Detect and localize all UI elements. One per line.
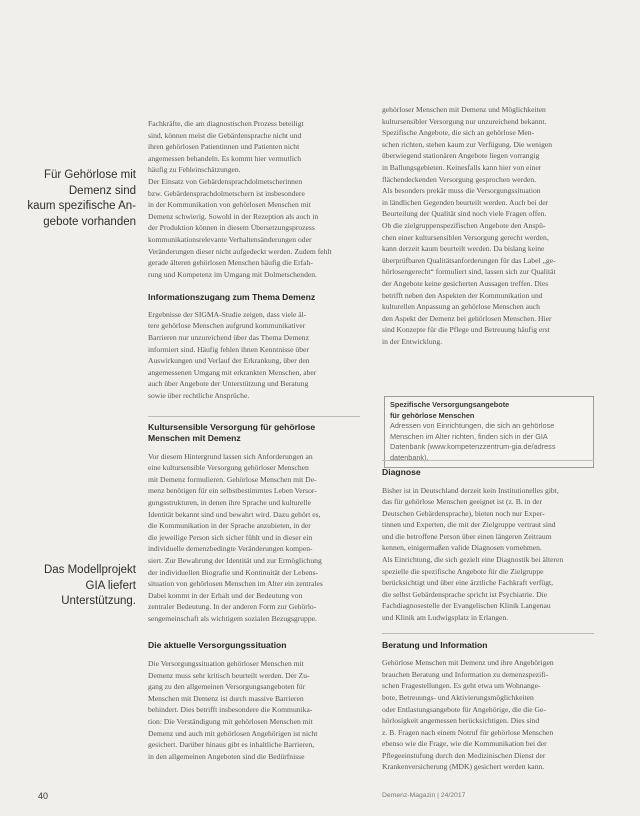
- text-line: situation von gehörlosen Menschen im Alter ein zentrales: [148, 579, 323, 589]
- text-line: Fachdiagnosestelle der Evangelischen Klinik Langenau: [382, 601, 551, 611]
- text-line: in ländlichen Gegenden beurteilt werden. Auch bei der: [382, 197, 549, 207]
- text-line: tinnen und Experten, die mit der Zielgruppe vertraut sind: [382, 520, 556, 530]
- heading-kultursensible-versorgung-line2: Menschen mit Demenz: [148, 433, 241, 444]
- text-line: kaum spezifische An-: [27, 200, 136, 212]
- section-kultursensible-text: [148, 451, 360, 625]
- text-line: GIA liefert: [85, 579, 136, 592]
- text-line: bzw. Gebärdensprachdolmetschern ist insbesondere: [148, 188, 305, 198]
- text-line: Demenz schwierig. Sowohl in der Rezeption als auch in: [148, 211, 319, 221]
- text-line: den Aspekt der Demenz bei gehörlosen Menschen. Hier: [382, 313, 552, 323]
- right-top-paragraph: [382, 104, 594, 347]
- info-box-title: [390, 400, 588, 421]
- text-line: rung und Kompetenz im Umgang mit Dolmetschenden.: [148, 269, 317, 279]
- text-line: Pflegeeinstufung durch den Medizinischen Dienst der: [382, 750, 546, 760]
- text-line: kommunikationsrelevante Verhaltensänderungen oder: [148, 234, 312, 244]
- text-line: in der Entwicklung.: [382, 336, 443, 346]
- text-line: Auswirkungen und Verlauf der Erkrankung, über den: [148, 356, 310, 366]
- text-line: brauchen Beratung und Information zu demenzspezifi-: [382, 669, 549, 679]
- text-line: mit Demenz formulieren. Gehörlose Menschen mit De-: [148, 474, 317, 484]
- text-line: tion: Die Verständigung mit gehörlosen Menschen mit: [148, 716, 313, 726]
- text-line: sowie über rechtliche Ansprüche.: [148, 390, 250, 400]
- page-footer: [0, 790, 640, 804]
- text-line: und die betroffene Person über einen längeren Zeitraum: [382, 531, 552, 541]
- text-line: Barrieren nur unzureichend über das Thema Demenz: [148, 333, 309, 342]
- text-line: menz benötigen für ein selbstbestimmtes Leben Versor-: [148, 486, 317, 496]
- text-line: Unterstützung.: [61, 595, 136, 607]
- text-line: die Kommunikation in der Sprache anzubieten, in der: [148, 521, 311, 531]
- info-box-text: [390, 421, 588, 463]
- text-line: Ob die zielgruppenspezifischen Angebote den Anspü-: [382, 220, 546, 230]
- text-line: Beurteilung der Qualität sind noch viele Fragen offen.: [382, 209, 547, 219]
- text-line: chen einer kultursensiblen Versorgung gerecht werden,: [382, 232, 549, 242]
- text-line: überprüfbaren Qualitätsanforderungen für das Label „ge-: [382, 255, 556, 265]
- info-box-versorgungsangebote: [384, 396, 594, 468]
- text-line: Demenz sind: [68, 184, 136, 197]
- text-line: Krankenversicherung (MDK) gesichert werden kann.: [382, 762, 545, 772]
- text-line: Als Einrichtung, die sich gezielt eine Diagnostik bei älteren: [382, 555, 564, 565]
- text-line: betrifft neben den Aspekten der Kommunikation und: [382, 290, 543, 300]
- text-line: Adressen von Einrichtungen, die sich an gehörlose: [390, 421, 555, 431]
- text-line: Das Modellprojekt: [43, 564, 136, 576]
- text-line: Menschen mit Demenz ist durch massive Barrieren: [148, 693, 304, 703]
- text-line: siert. Zur Bewahrung der Identität und zur Ermöglichung: [148, 555, 322, 565]
- text-line: der Produktion können in diesem Übersetzungsprozess: [148, 223, 315, 233]
- text-line: auch über Angebote der Unterstützung und Beratung: [148, 379, 309, 389]
- text-line: sind, können meist die Gebärdensprache nicht und: [148, 130, 302, 140]
- text-line: spezielle die spezifische Angebote für die Zielgruppe: [382, 566, 544, 576]
- text-line: Für Gehörlose mit: [43, 169, 136, 181]
- text-line: hörlosengerecht“ formuliert sind, lassen sich zur Qualität: [382, 267, 556, 277]
- text-line: behindert. Dies betrifft insbesondere die Kommunika-: [148, 705, 313, 715]
- section-informationszugang-text: [148, 309, 360, 402]
- pull-quote-demenz: [10, 168, 136, 230]
- text-line: Veränderungen dieser nicht aufgedeckt werden. Zudem fehlt: [148, 246, 332, 256]
- heading-versorgungssituation: Die aktuelle Versorgungssituation: [148, 640, 287, 651]
- text-line: Deutschen Gebärdensprache), bieten noch nur Exper-: [382, 508, 545, 518]
- text-line: berücksichtigt und über eine ärztliche Fachkraft verfügt,: [382, 578, 554, 588]
- text-line: informiert sind. Häufig fehlen ihnen Kenntnisse über: [148, 344, 309, 354]
- text-line: in Ballungsgebieten. Keinesfalls kann hier von einer: [382, 162, 542, 172]
- intro-paragraph: [148, 118, 360, 280]
- heading-informationszugang: Informationszugang zum Thema Demenz: [148, 292, 316, 303]
- text-line: Der Einsatz von Gebärdensprachdolmetscherinnen: [148, 176, 303, 186]
- text-line: angemessen behandeln. Es kommt hier vermutlich: [148, 153, 302, 163]
- section-diagnose-text: [382, 485, 594, 624]
- text-line: sind Konzepte für die Pflege und Betreuung häufig erst: [382, 325, 550, 335]
- text-line: Spezifische Angebote, die sich an gehörlose Men-: [382, 128, 535, 138]
- heading-kultursensible-versorgung: Kultursensible Versorgung für gehörlose: [148, 421, 316, 432]
- text-line: schen Fragestellungen. Es geht etwa um Wohnange-: [382, 681, 541, 691]
- text-line: ihren gehörlosen Patientinnen und Patienten nicht: [148, 142, 300, 152]
- text-line: der Angebote keine gesicherten Aussagen treffen. Dies: [382, 278, 549, 288]
- text-line: tere gehörlose Menschen aufgrund kommunikativer: [148, 321, 306, 331]
- text-line: schen richten, stehen kaum zur Verfügung. Die wenigen: [382, 139, 553, 149]
- text-line: für gehörlose Menschen: [390, 410, 475, 420]
- text-line: kennen, einigermaßen valide Diagnosen vornehmen.: [382, 543, 542, 553]
- text-line: hörlosigkeit angemessen berücksichtigen. Dies sind: [382, 716, 540, 726]
- text-line: das für gehörlose Menschen geeignet ist (z. B. in der: [382, 497, 543, 507]
- text-line: Fachkräfte, die am diagnostischen Prozess beteiligt: [148, 119, 304, 128]
- text-line: und Klinik am Ludwigsplatz in Erlangen.: [382, 613, 509, 623]
- text-line: Bisher ist in Deutschland derzeit kein Institutionelles gibt,: [382, 485, 559, 495]
- text-line: kultursensibler Versorgung nur unzureichend bekannt.: [382, 116, 547, 126]
- text-line: gehörloser Menschen mit Demenz und Möglichkeiten: [382, 105, 546, 114]
- pull-quote-gia: [10, 563, 136, 610]
- text-line: überwiegend stationären Angebote liegen vorrangig: [382, 151, 540, 161]
- text-line: eine kultursensible Versorgung gehörloser Menschen: [148, 463, 309, 473]
- text-line: individuelle demenzbedingte Veränderungen kompen-: [148, 544, 313, 554]
- middle-column: [148, 118, 360, 762]
- text-line: Datenbank (www.kompetenzzentrum-gia.de/adress: [390, 442, 556, 452]
- text-line: angemessenen Umgang mit erkrankten Menschen, aber: [148, 367, 317, 377]
- text-line: gebote vorhanden: [43, 215, 136, 228]
- text-line: Demenz und auch mit gehörlosen Angehörigen ist nicht: [148, 728, 318, 738]
- text-line: gungsstrukturen, in denen ihre Sprache und kulturelle: [148, 497, 312, 507]
- text-line: der individuellen Biografie und Kontinuität der Lebens-: [148, 567, 318, 577]
- text-line: Dabei kommt in der Erhalt und der Bedeutung von: [148, 590, 303, 600]
- magazine-name: Demenz-Magazin | 24/2017: [382, 792, 466, 799]
- text-line: in der Kommunikation von gehörlosen Menschen mit: [148, 200, 311, 210]
- text-line: ebenso wie die Frage, wie die Kommunikation bei der: [382, 739, 547, 749]
- text-line: die jeweilige Person sich sicher fühlt und in dieser ein: [148, 532, 313, 542]
- heading-beratung-information: Beratung und Information: [382, 639, 488, 650]
- right-column-top: [382, 104, 594, 347]
- heading-diagnose: Diagnose: [382, 467, 421, 477]
- text-line: kulturellen Anpassung an gehörlose Menschen auch: [382, 302, 540, 312]
- text-line: Demenz muss sehr kritisch beurteilt werden. Der Zu-: [148, 670, 310, 680]
- text-line: häufig zu Fehleinschätzungen.: [148, 165, 241, 175]
- text-line: oder Entlastungsangebote für Angehörige, die die Ge-: [382, 704, 546, 714]
- right-column-bottom: [382, 460, 594, 773]
- text-line: gang zu den allgemeinen Versorgungsangeboten für: [148, 682, 306, 692]
- text-line: sengemeinschaft als wichtigem sozialen Bezugsgruppe.: [148, 613, 317, 623]
- text-line: datenbank).: [390, 452, 429, 462]
- text-line: Menschen im Alter richten, finden sich in der GIA: [390, 431, 548, 441]
- text-line: Vor diesem Hintergrund lassen sich Anforderungen an: [148, 451, 313, 461]
- text-line: zentraler Bedeutung. In der anderen Form zur Gehörlo-: [148, 602, 317, 612]
- text-line: kann derzeit kaum beurteilt werden. Da bislang keine: [382, 244, 545, 254]
- text-line: Als besonders prekär muss die Versorgungssituation: [382, 186, 541, 196]
- text-line: z. B. Fragen nach einem Notruf für gehörlose Menschen: [382, 727, 554, 737]
- text-line: Spezifische Versorgungsangebote: [390, 400, 510, 409]
- text-line: Ergebnisse der SIGMA-Studie zeigen, dass viele äl-: [148, 309, 307, 319]
- section-beratung-text: [382, 657, 594, 773]
- text-line: in den allgemeinen Angeboten sind die Bedürfnisse: [148, 751, 305, 761]
- text-line: die selbst Gebärdensprache spricht ist Psychiatrie. Die: [382, 589, 548, 599]
- section-versorgungssituation-text: [148, 658, 360, 762]
- text-line: flächendeckenden Versorgung gesprochen werden.: [382, 174, 537, 184]
- text-line: Identität bekannt sind und bewahrt wird. Dazu gehört es,: [148, 509, 321, 519]
- text-line: Die Versorgungssituation gehörloser Menschen mit: [148, 658, 304, 668]
- text-line: bote, Betreuungs- und Aktivierungsmöglichkeiten: [382, 692, 534, 702]
- text-line: Gehörlose Menschen mit Demenz und ihre Angehörigen: [382, 658, 554, 668]
- text-line: gerade älteren gehörlosen Menschen häufig die Erfah-: [148, 258, 313, 268]
- page-number: 40: [38, 791, 49, 801]
- text-line: gesichert. Darüber hinaus gibt es inhaltliche Barrieren,: [148, 740, 315, 750]
